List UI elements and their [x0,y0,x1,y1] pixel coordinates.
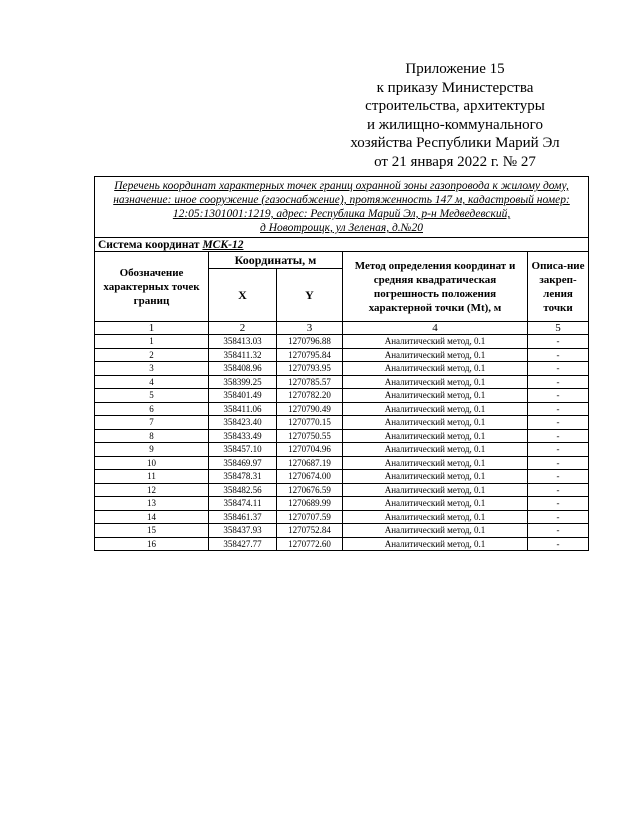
table-row [95,497,589,511]
method-cell: Аналитический метод, 0.1 [343,402,528,416]
y-cell: 1270704.96 [277,443,343,457]
point-number-cell: 11 [95,470,209,484]
system-label: Система координат [98,238,203,251]
description-cell: - [528,470,589,484]
y-cell: 1270674.00 [277,470,343,484]
method-cell: Аналитический метод, 0.1 [343,362,528,376]
header-points: Обозначение характерных точек границ [95,252,209,322]
x-cell: 358427.77 [209,537,277,551]
y-cell: 1270689.99 [277,497,343,511]
point-number-cell: 12 [95,483,209,497]
table-row [95,510,589,524]
description-cell: - [528,402,589,416]
description-cell: - [528,456,589,470]
coordinate-system [95,238,589,252]
x-cell: 358408.96 [209,362,277,376]
description-cell: - [528,524,589,538]
column-number: 2 [209,322,277,335]
x-cell: 358469.97 [209,456,277,470]
table-row [95,537,589,551]
y-cell: 1270750.55 [277,429,343,443]
method-cell: Аналитический метод, 0.1 [343,470,528,484]
table-row [95,443,589,457]
point-number-cell: 8 [95,429,209,443]
column-number: 1 [95,322,209,335]
header-x: X [209,269,277,322]
method-cell: Аналитический метод, 0.1 [343,335,528,349]
description-cell: - [528,362,589,376]
column-number: 3 [277,322,343,335]
table-row [95,348,589,362]
point-number-cell: 7 [95,416,209,430]
y-cell: 1270793.95 [277,362,343,376]
x-cell: 358457.10 [209,443,277,457]
column-numbers-row [95,322,589,335]
y-cell: 1270790.49 [277,402,343,416]
x-cell: 358474.11 [209,497,277,511]
table-row [95,483,589,497]
header-y: Y [277,269,343,322]
system-value: МСК-12 [202,238,244,251]
method-cell: Аналитический метод, 0.1 [343,456,528,470]
y-cell: 1270795.84 [277,348,343,362]
point-number-cell: 2 [95,348,209,362]
header-coordinates: Координаты, м [209,252,343,269]
description-cell: - [528,510,589,524]
header-description: Описа-ние закреп-ления точки [528,252,589,322]
x-cell: 358411.06 [209,402,277,416]
x-cell: 358461.37 [209,510,277,524]
method-cell: Аналитический метод, 0.1 [343,375,528,389]
table-row [95,375,589,389]
appendix-line: и жилищно-коммунального [367,116,543,133]
point-number-cell: 4 [95,375,209,389]
y-cell: 1270676.59 [277,483,343,497]
method-cell: Аналитический метод, 0.1 [343,510,528,524]
table-row [95,470,589,484]
x-cell: 358478.31 [209,470,277,484]
method-cell: Аналитический метод, 0.1 [343,429,528,443]
heading-line: 12:05:1301001:1219, адрес: Республика Марий Эл, р-н Медведевский, [172,208,511,220]
x-cell: 358413.03 [209,335,277,349]
description-cell: - [528,443,589,457]
appendix-line: строительства, архитектуры [365,98,545,115]
description-cell: - [528,389,589,403]
description-cell: - [528,335,589,349]
description-cell: - [528,348,589,362]
point-number-cell: 3 [95,362,209,376]
table-row [95,416,589,430]
method-cell: Аналитический метод, 0.1 [343,416,528,430]
point-number-cell: 16 [95,537,209,551]
column-number: 4 [343,322,528,335]
x-cell: 358437.93 [209,524,277,538]
appendix-block [340,60,570,172]
point-number-cell: 9 [95,443,209,457]
point-number-cell: 15 [95,524,209,538]
table-row [95,524,589,538]
description-cell: - [528,416,589,430]
table-row [95,429,589,443]
method-cell: Аналитический метод, 0.1 [343,524,528,538]
point-number-cell: 10 [95,456,209,470]
description-cell: - [528,375,589,389]
y-cell: 1270785.57 [277,375,343,389]
point-number-cell: 14 [95,510,209,524]
x-cell: 358423.40 [209,416,277,430]
x-cell: 358433.49 [209,429,277,443]
point-number-cell: 6 [95,402,209,416]
y-cell: 1270687.19 [277,456,343,470]
table-row [95,362,589,376]
x-cell: 358482.56 [209,483,277,497]
table-row [95,335,589,349]
description-cell: - [528,429,589,443]
description-cell: - [528,537,589,551]
header-method: Метод определения координат и средняя квадратическая погрешность положения характерной точки (Mt), м [343,252,528,322]
method-cell: Аналитический метод, 0.1 [343,389,528,403]
method-cell: Аналитический метод, 0.1 [343,537,528,551]
description-cell: - [528,483,589,497]
y-cell: 1270770.15 [277,416,343,430]
coordinates-table [94,176,589,551]
method-cell: Аналитический метод, 0.1 [343,497,528,511]
y-cell: 1270772.60 [277,537,343,551]
heading-line: назначение: иное сооружение (газоснабжение), протяженность 147 м, кадастровый номер: [113,194,570,206]
method-cell: Аналитический метод, 0.1 [343,443,528,457]
point-number-cell: 5 [95,389,209,403]
heading-line: д Новотроицк, ул Зеленая, д.№20 [260,222,423,234]
y-cell: 1270796.88 [277,335,343,349]
x-cell: 358411.32 [209,348,277,362]
method-cell: Аналитический метод, 0.1 [343,483,528,497]
heading-line: Перечень координат характерных точек границ охранной зоны газопровода к жилому дому, [114,180,569,192]
table-row [95,389,589,403]
description-cell: - [528,497,589,511]
point-number-cell: 13 [95,497,209,511]
appendix-line: хозяйства Республики Марий Эл [350,135,560,152]
closing-rule [291,550,382,551]
table-heading [95,177,589,238]
appendix-line: Приложение 15 [405,61,505,77]
x-cell: 358401.49 [209,389,277,403]
column-number: 5 [528,322,589,335]
y-cell: 1270752.84 [277,524,343,538]
table-rows [95,335,589,551]
y-cell: 1270782.20 [277,389,343,403]
x-cell: 358399.25 [209,375,277,389]
table-row [95,456,589,470]
appendix-line: от 21 января 2022 г. № 27 [374,153,536,170]
point-number-cell: 1 [95,335,209,349]
method-cell: Аналитический метод, 0.1 [343,348,528,362]
table-row [95,402,589,416]
y-cell: 1270707.59 [277,510,343,524]
appendix-line: к приказу Министерства [376,79,534,96]
